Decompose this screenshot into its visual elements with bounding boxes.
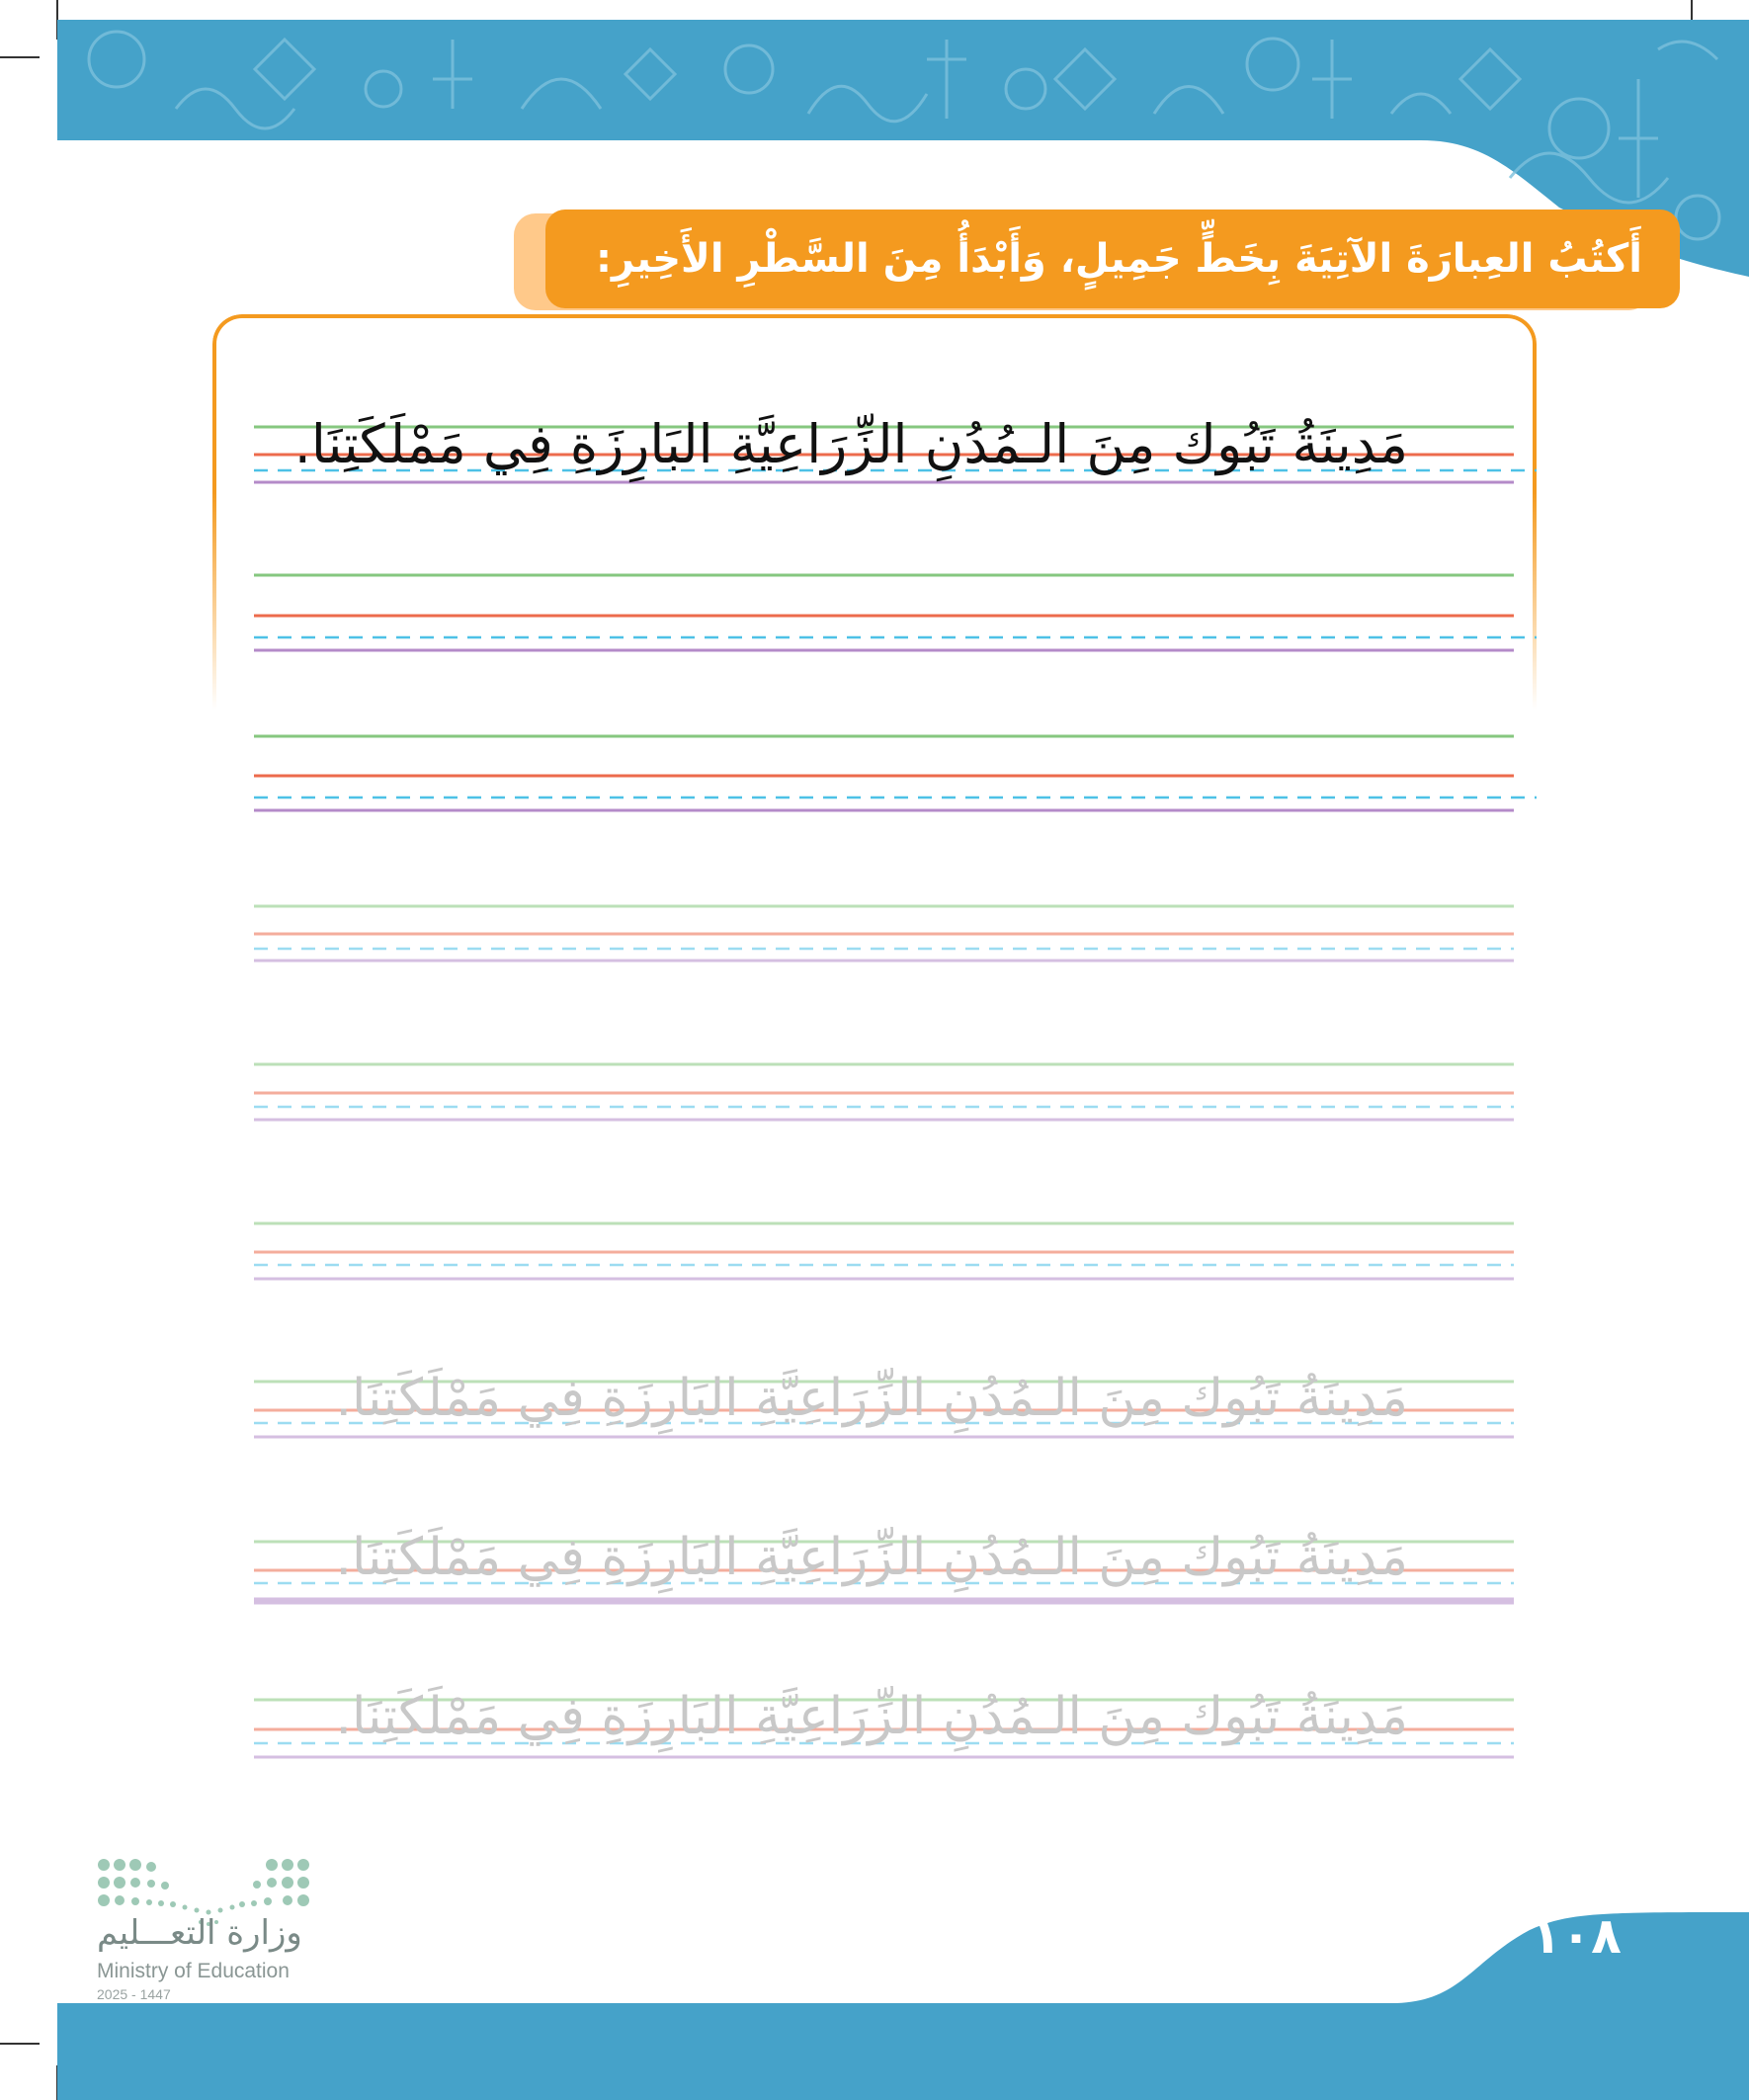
guideline-row-5 — [254, 1064, 1514, 1120]
trace-sentence-3: مَدِينَةُ تَبُوك مِنَ الـمُدُنِ الزِّرَاعِيَّةِ البَارِزَةِ فِي مَمْلَكَتِنَا. — [335, 1687, 1408, 1746]
guideline-row-3 — [254, 736, 1537, 810]
page-number: ١٠٨ — [1531, 1907, 1622, 1965]
guideline-row-6 — [254, 1223, 1514, 1279]
instruction-text: أَكتُبُ العِبارَةَ الآتِيَةَ بِخَطٍّ جَمِيلٍ، وَأَبْدَأُ مِنَ السَّطْرِ الأَخِيرِ: — [545, 210, 1680, 308]
ministry-english-name: Ministry of Education — [97, 1960, 290, 1982]
ministry-arabic-name: وزارة التعـــليم — [97, 1913, 302, 1953]
ministry-year: 2025 - 1447 — [97, 1986, 171, 2002]
trace-sentence-1: مَدِينَةُ تَبُوك مِنَ الـمُدُنِ الزِّرَاعِيَّةِ البَارِزَةِ فِي مَمْلَكَتِنَا. — [335, 1369, 1408, 1428]
model-sentence: مَدِينَةُ تَبُوك مِنَ الـمُدُنِ الزِّرَاعِيَّةِ البَارِزَةِ فِي مَمْلَكَتِنَا. — [293, 413, 1408, 475]
trace-sentence-2: مَدِينَةُ تَبُوك مِنَ الـمُدُنِ الزِّرَاعِيَّةِ البَارِزَةِ فِي مَمْلَكَتِنَا. — [335, 1528, 1408, 1587]
guideline-row-4 — [254, 906, 1514, 961]
guideline-row-2 — [254, 575, 1537, 650]
